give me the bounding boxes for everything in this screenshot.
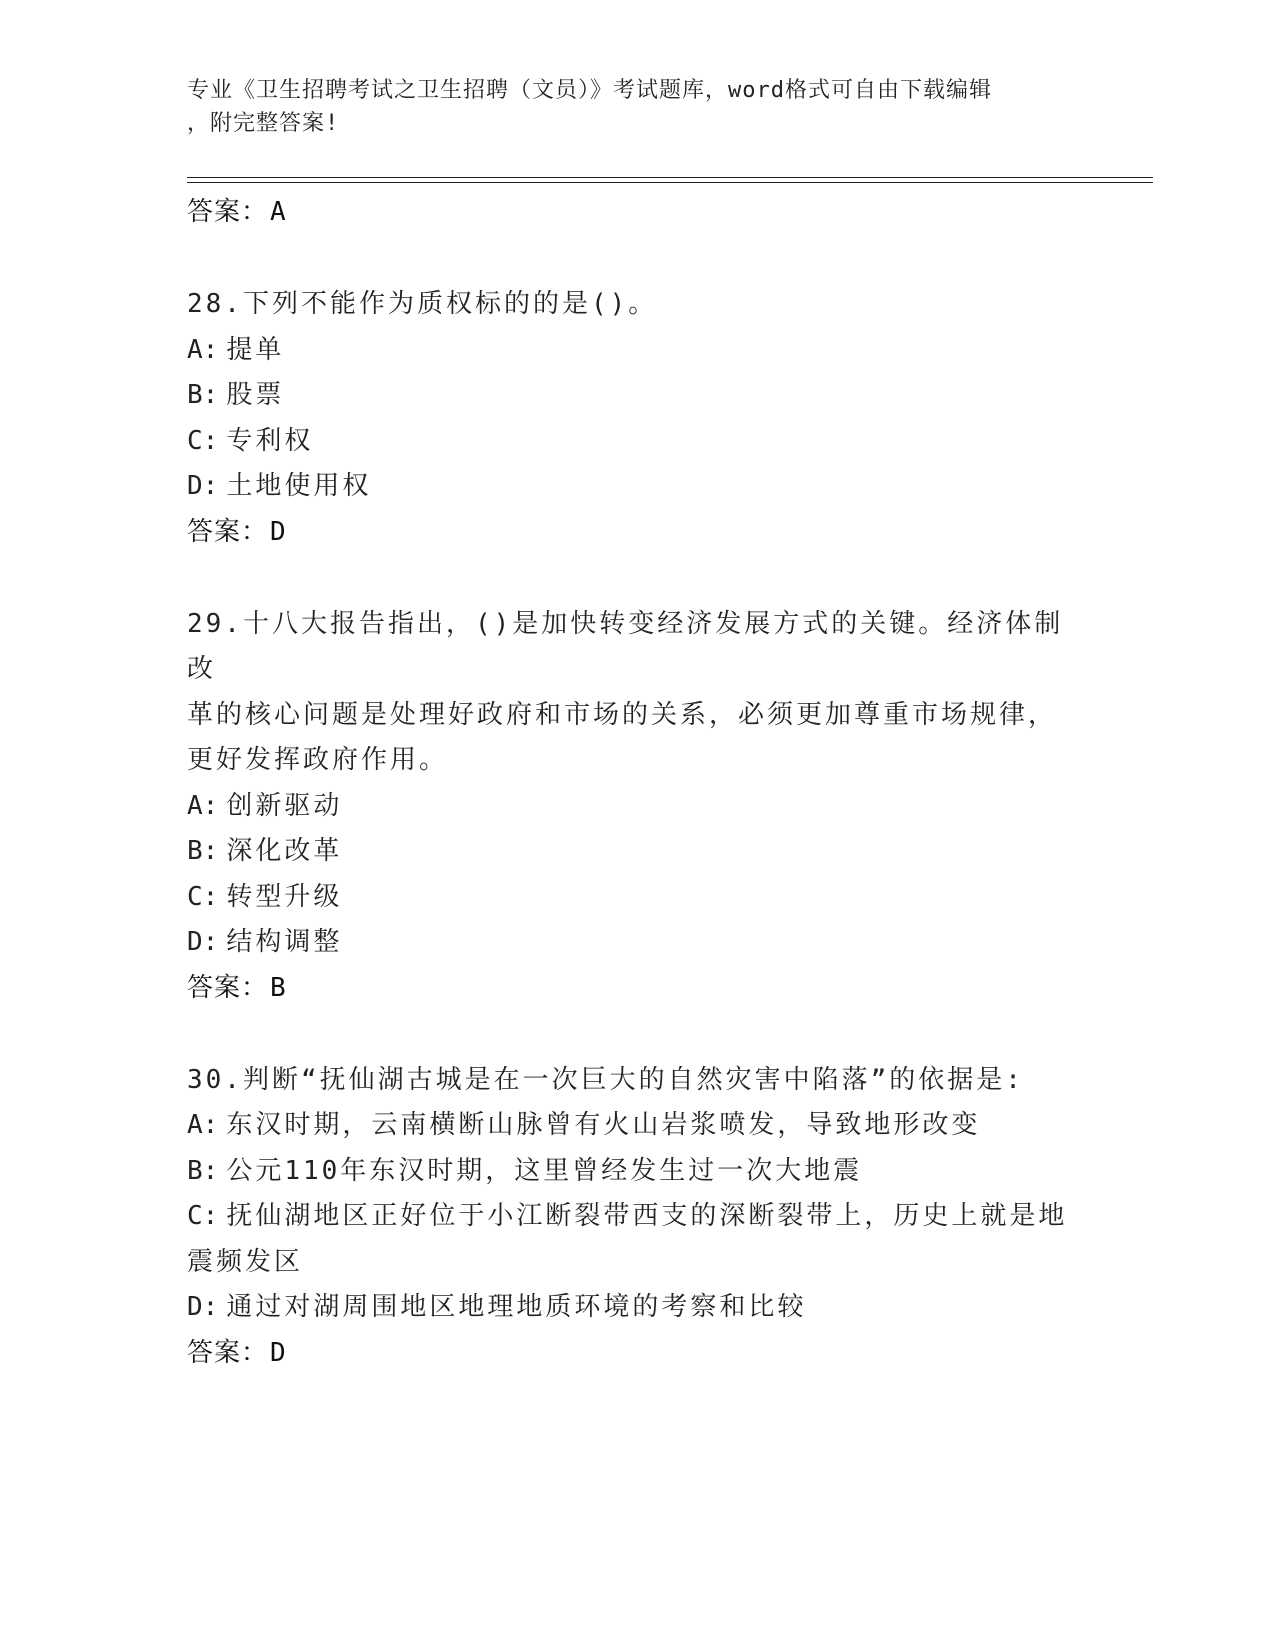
question-30	[187, 1058, 1087, 1375]
question-stem	[187, 282, 1087, 328]
previous-answer	[187, 190, 1087, 234]
option-text: 转型升级	[226, 881, 343, 912]
option-c-continued	[187, 1240, 1087, 1286]
option-text: 深化改革	[226, 836, 343, 866]
question-stem	[187, 602, 1087, 693]
option-letter: A:	[187, 790, 219, 821]
header-line-1: 专业《卫生招聘考试之卫生招聘（文员）》考试题库，word格式可自由下载编辑	[187, 78, 992, 103]
answer-value: A	[270, 197, 287, 227]
question-stem	[187, 1058, 1087, 1104]
option-c	[187, 875, 1087, 921]
answer-value: D	[270, 516, 287, 547]
option-text-continued: 震频发区	[187, 1246, 304, 1277]
header-rule-bottom	[187, 182, 1153, 183]
option-d	[187, 920, 1087, 966]
stem-line: 判断“抚仙湖古城是在一次巨大的自然灾害中陷落”的依据是:	[242, 1064, 1024, 1095]
option-a	[187, 328, 1087, 374]
option-a	[187, 1103, 1087, 1149]
answer-label: 答案：	[187, 972, 269, 1003]
option-letter: D:	[187, 1292, 219, 1322]
question-stem-continued	[187, 738, 1087, 784]
question-list	[187, 190, 1087, 1375]
option-c	[187, 1194, 1087, 1240]
option-text: 创新驱动	[226, 790, 343, 821]
option-b	[187, 829, 1087, 875]
option-text: 抚仙湖地区正好位于小江断裂带西支的深断裂带上，历史上就是地	[226, 1201, 1068, 1231]
answer-label: 答案：	[187, 1337, 269, 1368]
option-text: 股票	[226, 380, 285, 410]
option-letter: A:	[187, 1110, 219, 1140]
option-b	[187, 1149, 1087, 1195]
option-text: 结构调整	[226, 927, 343, 957]
option-text: 提单	[226, 334, 285, 365]
option-a	[187, 784, 1087, 830]
answer-value: B	[270, 972, 287, 1003]
option-d	[187, 1285, 1087, 1331]
header-rule-top	[187, 177, 1153, 178]
question-stem-continued	[187, 693, 1087, 739]
stem-line: 下列不能作为质权标的的是()。	[242, 289, 658, 319]
header-line-2: ，附完整答案!	[187, 111, 340, 136]
option-text: 公元110年东汉时期，这里曾经发生过一次大地震	[226, 1155, 863, 1186]
stem-line: 十八大报告指出，()是加快转变经济发展方式的关键。经济体制改	[187, 608, 1064, 684]
option-letter: B:	[187, 380, 219, 410]
question-answer	[187, 1331, 1087, 1375]
option-letter: C:	[187, 881, 219, 912]
question-answer	[187, 510, 1087, 554]
option-text: 土地使用权	[226, 471, 372, 501]
option-b	[187, 373, 1087, 419]
option-text: 通过对湖周围地区地理地质环境的考察和比较	[226, 1292, 807, 1322]
option-d	[187, 464, 1087, 510]
stem-line: 更好发挥政府作用。	[187, 745, 449, 775]
question-28	[187, 282, 1087, 554]
option-text: 东汉时期，云南横断山脉曾有火山岩浆喷发，导致地形改变	[226, 1110, 981, 1140]
option-letter: D:	[187, 927, 219, 957]
stem-line: 革的核心问题是处理好政府和市场的关系，必须更加尊重市场规律，	[187, 699, 1058, 730]
question-29	[187, 602, 1087, 1010]
option-letter: B:	[187, 1155, 219, 1186]
option-letter: D:	[187, 471, 219, 501]
option-letter: C:	[187, 425, 219, 456]
answer-value: D	[270, 1337, 287, 1368]
document-header	[187, 74, 1067, 140]
question-answer	[187, 966, 1087, 1010]
option-letter: B:	[187, 836, 219, 866]
answer-label: 答案：	[187, 516, 269, 547]
answer-label: 答案：	[187, 197, 269, 227]
option-text: 专利权	[226, 425, 314, 456]
question-number: 30.	[187, 1064, 243, 1095]
question-number: 29.	[187, 608, 243, 639]
option-letter: C:	[187, 1201, 219, 1231]
option-c	[187, 419, 1087, 465]
question-number: 28.	[187, 289, 243, 319]
option-letter: A:	[187, 334, 219, 365]
